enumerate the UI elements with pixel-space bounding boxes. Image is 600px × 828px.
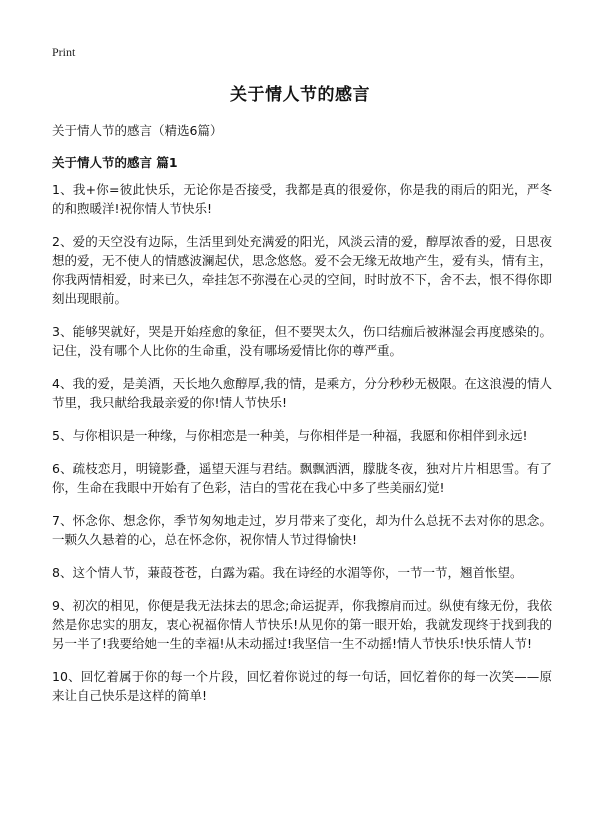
subtitle: 关于情人节的感言（精选6篇） [52, 123, 223, 138]
paragraph: 8、这个情人节，蒹葭苍苍，白露为霜。我在诗经的水湄等你，一节一节，翘首怅望。 [52, 565, 523, 580]
paragraph: 5、与你相识是一种缘，与你相恋是一种美，与你相伴是一种福，我愿和你相伴到永远! [52, 428, 528, 443]
paragraph: 2、爱的天空没有边际，生活里到处充满爱的阳光，风淡云清的爱，醇厚浓香的爱，日思夜想的爱，无不使人的情感波澜起伏，思念悠悠。爱不会无缘无故地产生，爱有头，情有主，你我两情相爱，时来已久，牵挂怎不弥漫在心灵的空间，时时放不下，舍不去，恨不得你即刻出现眼前。 [52, 234, 553, 306]
paragraph: 1、我+你=彼此快乐，无论你是否接受，我都是真的很爱你，你是我的雨后的阳光，严冬的和煦暖洋!祝你情人节快乐! [52, 182, 552, 216]
paragraph: 4、我的爱，是美酒，天长地久愈醇厚,我的情，是乘方，分分秒秒无极限。在这浪漫的情人节里，我只献给我最亲爱的你!情人节快乐! [52, 376, 552, 410]
article-body [52, 180, 552, 719]
paragraph: 9、初次的相见，你便是我无法抹去的思念;命运捉弄，你我擦肩而过。纵使有缘无份，我依然是你忠实的朋友，衷心祝福你情人节快乐!从见你的第一眼开始，我就发现终于找到我的另一半了!我要给她一生的幸福!从未动摇过!我坚信一生不动摇!情人节快乐!快乐情人节! [52, 598, 552, 651]
section-heading: 关于情人节的感言 篇1 [52, 155, 178, 170]
paragraph: 3、能够哭就好，哭是开始痊愈的象征，但不要哭太久，伤口结痂后被淋湿会再度感染的。记住，没有哪个人比你的生命重，没有哪场爱情比你的尊严重。 [52, 324, 552, 358]
paragraph: 6、疏枝恋月，明镜影叠，遥望天涯与君结。飘飘洒洒，朦胧冬夜，独对片片相思雪。有了你，生命在我眼中开始有了色彩，洁白的雪花在我心中多了些美丽幻觉! [52, 461, 552, 495]
print-link[interactable]: Print [52, 45, 76, 59]
paragraph: 10、回忆着属于你的每一个片段，回忆着你说过的每一句话，回忆着你的每一次笑——原来让自己快乐是这样的简单! [52, 669, 552, 703]
page-title: 关于情人节的感言 [230, 85, 370, 105]
paragraph: 7、怀念你、想念你，季节匆匆地走过，岁月带来了变化，却为什么总抚不去对你的思念。一颗久久悬着的心，总在怀念你，祝你情人节过得愉快! [52, 513, 552, 547]
